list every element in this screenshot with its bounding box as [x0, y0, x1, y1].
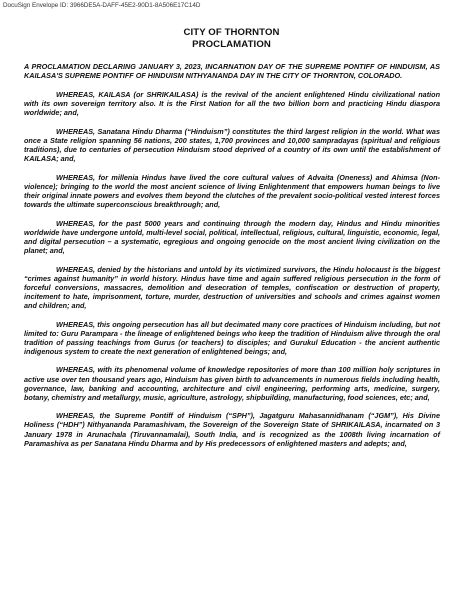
whereas-clause-sanatana-dharma: WHEREAS, Sanatana Hindu Dharma (“Hinduism”) constitutes the third largest religion in the world. What was once a State religion spanning 56 nations, 200 states, 1,700 provinces and 10,000 sampradayas (spiritual and religious traditions), due to centuries of persecution Hinduism stood deprived of a country of its own until the establishment of KAILASA; and,	[24, 126, 440, 164]
docusign-envelope-id: DocuSign Envelope ID: 3966DE5A-DAFF-45E2-90D1-8A506E17C14D	[3, 2, 201, 9]
proclamation-header	[0, 27, 463, 50]
intro-paragraph: A PROCLAMATION DECLARING JANUARY 3, 2023, INCARNATION DAY OF THE SUPREME PONTIFF OF HINDUISM, AS KAILASA'S SUPREME PONTIFF OF HINDUISM NITHYANANDA DAY IN THE CITY OF THORNTON, COLORADO.	[24, 62, 440, 81]
city-name: CITY OF THORNTON	[183, 27, 280, 38]
whereas-clause-holocaust: WHEREAS, denied by the historians and untold by its victimized survivors, the Hindu holocaust is the biggest “crimes against humanity” in world history. Hindus have time and again suffered religious persecution in the form of forceful conversions, massacres, demolition and desecration of temples, confiscation or destruction of property, incitement to hate, imprisonment, torture, murder, destruction of universities and schools and crimes against women and children; and,	[24, 264, 440, 310]
proclamation-body	[24, 62, 440, 457]
whereas-clause-core-values: WHEREAS, for millenia Hindus have lived the core cultural values of Advaita (Oneness) and Ahimsa (Non-violence); bringing to the world the most ancient science of living Enlightenment that empowers human beings to live their original innate powers and evolves them beyond the clutches of the prevalent socio-political vested interest forces towards the ultimate superconscious breakthrough; and,	[24, 172, 440, 210]
whereas-clause-supreme-pontiff: WHEREAS, the Supreme Pontiff of Hinduism (“SPH”), Jagatguru Mahasannidhanam (“JGM”), His Divine Holiness (“HDH”) Nithyananda Paramashivam, the Sovereign of the Sovereign State of SHRIKAILASA, incarnated on 3 January 1978 in Arunachala (Tiruvannamalai), South India, and is recognized as the 1008th living incarnation of Paramashiva as per Sanatana Hindu Dharma and by His predecessors of enlightened masters and adepts; and,	[24, 411, 440, 448]
whereas-clause-practices: WHEREAS, this ongoing persecution has all but decimated many core practices of Hinduism including, but not limited to: Guru Parampara - the lineage of enlightened beings who keep the tradition of Hinduism alive through the oral tradition of passing teachings from Gurus (or teachers) to disciples; and Gurukul Education - the ancient authentic indigenous system to create the next generation of enlightened beings; and,	[24, 319, 440, 356]
whereas-clause-kailasa: WHEREAS, KAILASA (or SHRIKAILASA) is the revival of the ancient enlightened Hindu civilizational nation with its own sovereign territory also. It is the First Nation for all the two billion born and practicing Hindu diaspora worldwide; and,	[24, 90, 440, 118]
whereas-clause-persecution: WHEREAS, for the past 5000 years and continuing through the modern day, Hindus and Hindu minorities worldwide have undergone untold, multi-level social, political, intellectual, religious, cultural, linguistic, economic, legal, and digital persecution – a systematic, egregious and ongoing genocide on the most ancient living civilization on the planet; and,	[24, 218, 440, 255]
whereas-clause-knowledge: WHEREAS, with its phenomenal volume of knowledge repositories of more than 100 million holy scriptures in active use over ten thousand years ago, Hinduism has given birth to advancements in numerous fields including health, governance, law, banking and accounting, architecture and civil engineering, performing arts, medicine, surgery, botany, chemistry and metallurgy, music, agriculture, astrology, shipbuilding, manufacturing, food sciences, etc; and,	[24, 365, 440, 402]
document-title: PROCLAMATION	[192, 38, 271, 50]
